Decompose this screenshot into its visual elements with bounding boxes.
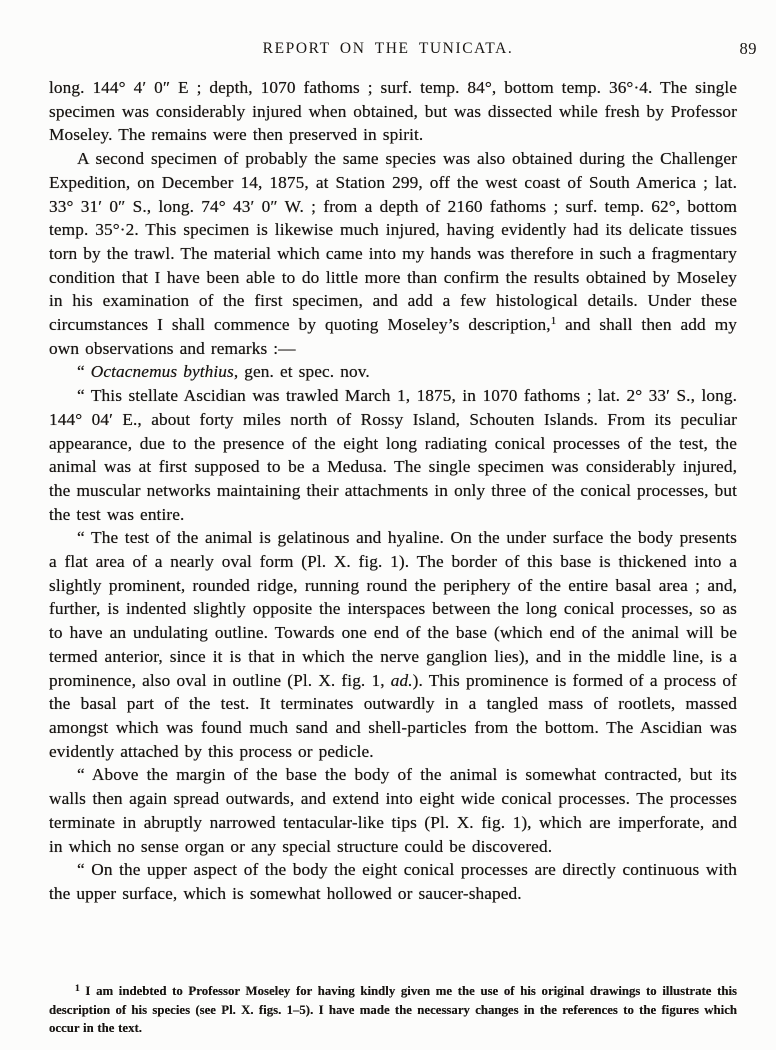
paragraph-3 bbox=[49, 360, 737, 384]
footnote-text: I am indebted to Professor Moseley for having kindly given me the use of his original drawings to illustrate this description of his species (see Pl. X. figs. 1–5). I have made the necessary changes in the references to the figures which occur in the text. bbox=[49, 984, 737, 1036]
running-head-title: REPORT ON THE TUNICATA. bbox=[262, 40, 514, 57]
paragraph-1: long. 144° 4′ 0″ E ; depth, 1070 fathoms ; surf. temp. 84°, bottom temp. 36°·4. The single specimen was considerably injured when obtained, but was dissected while fresh by Professor Moseley. The remains were then preserved in spirit. bbox=[49, 78, 737, 145]
open-quote: “ bbox=[77, 362, 91, 382]
paragraph-6: “ Above the margin of the base the body of the animal is somewhat contracted, but its walls then again spread outwards, and extend into eight wide conical processes. The processes terminate in abruptly narrowed tentacular-like tips (Pl. X. fig. 1), which are imperforate, and in which no sense organ or any special structure could be discovered. bbox=[49, 765, 737, 856]
page-number: 89 bbox=[739, 39, 757, 58]
paragraph-2-text: A second specimen of probably the same species was also obtained during the Challenger Expedition, on December 14, 1875, at Station 299, off the west coast of South America ; lat. 33° 31′ 0″ S., long. 74° 43′ 0″ W. ; from a depth of 2160 fathoms ; surf. temp. 62°, bottom temp. 35°·2. This specimen is likewise much injured, having evidently had its delicate tissues torn by the trawl. The material which came into my hands was therefore in such a fragmentary condition that I have been able to do little more than confirm the results obtained by Moseley in his examination of the first specimen, and add a few histological details. Under these circumstances I shall commence by quoting Moseley’s description, bbox=[49, 149, 737, 335]
paragraph-5-continuation: ). This prominence is formed of a process of the basal part of the test. It terminates outwardly in a tangled mass of rootlets, massed amongst which was found much sand and shell-particles from the bottom. The Ascidian was evidently attached by this process or pedicle. bbox=[49, 670, 737, 761]
paragraph-4: “ This stellate Ascidian was trawled March 1, 1875, in 1070 fathoms ; lat. 2° 33′ S., long. 144° 04′ E., about forty miles north of Rossy Island, Schouten Islands. From its peculiar appearance, due to the presence of the eight long radiating conical processes of the test, the animal was at first supposed to be a Medusa. The single specimen was considerably injured, the muscular networks maintaining their attachments in only three of the conical processes, but the test was entire. bbox=[49, 386, 737, 524]
footnote-reference-marker: 1 bbox=[550, 315, 557, 328]
footnote bbox=[49, 982, 737, 1038]
paragraph-2 bbox=[49, 147, 737, 360]
paragraph-5 bbox=[49, 526, 737, 763]
paragraph-7: “ On the upper aspect of the body the eight conical processes are directly continuous with the upper surface, which is somewhat hollowed or saucer-shaped. bbox=[49, 860, 737, 903]
anatomical-label: ad. bbox=[390, 670, 413, 690]
body-text bbox=[49, 76, 737, 906]
footnote-number: 1 bbox=[75, 984, 80, 994]
paragraph-5-text: “ The test of the animal is gelatinous and hyaline. On the under surface the body presents a flat area of a nearly oval form (Pl. X. fig. 1). The border of this base is thickened into a slightly prominent, rounded ridge, running round the periphery of the entire basal area ; and, further, is indented slightly opposite the interspaces between the long conical processes, so as to have an undulating outline. Towards one end of the base (which end of the animal will be termed anterior, since it is that in which the nerve ganglion lies), and in the middle line, is a prominence, also oval in outline (Pl. X. fig. 1, bbox=[49, 528, 737, 690]
paragraph-2-continuation: and shall then add my own observations and remarks :— bbox=[49, 315, 737, 358]
paragraph-3-continuation: , gen. et spec. nov. bbox=[233, 362, 370, 382]
species-name: Octacnemus bythius bbox=[90, 362, 234, 382]
